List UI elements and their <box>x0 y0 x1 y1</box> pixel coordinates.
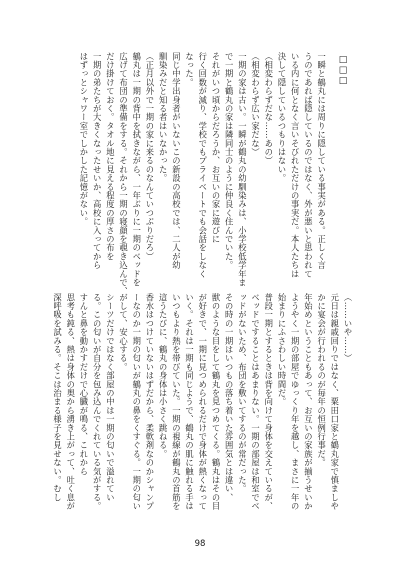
text-line: 一瞬と鶴丸には周りに隠している事実がある。正しく言 <box>316 52 327 270</box>
text-line: シーツだけではなく部屋の中は一期の匂いで溢れてい <box>105 293 116 502</box>
text-line: 深呼吸を試みる。そこは治まる様子を見せない。むし <box>52 293 63 502</box>
text-line: 這うたびに、鶴丸の身体は小さく跳ねる。 <box>158 293 169 459</box>
text-line: で一期と鶴丸の家は隣同士のように仲良く住んでいた。 <box>224 52 235 270</box>
text-line: はずっとシャワー室でしかした記憶がない。 <box>78 52 89 226</box>
text-line: 同じ中学出身者がいないこの新設の高校では、二人が幼 <box>171 52 182 270</box>
text-line: いつもより熱を帯びていた。一期の視線が鶴丸の首筋を <box>171 293 182 511</box>
text-line: ベッドですることはあまりない。一期の部屋は和室でベ <box>250 293 261 511</box>
text-line: 鶴丸は一期の背中を拭きながら、一年ぶりに一期のベッドを <box>131 52 142 287</box>
text-line: 思考も鈍る、熱は身体の奥から湧き上がって、吐く息が <box>65 293 76 511</box>
text-line: 獣のような目をして鶴丸を見つめてくる。鶴丸はその目 <box>210 293 221 511</box>
text-line: だけ掛けておく。タオル地に見える程度の厚さの布を <box>105 52 116 261</box>
text-line: すんと鼻を動かすだけで心臓が鳴る、これから <box>78 293 89 476</box>
text-line: ッドがないため、布団を敷いてするのが常だった。 <box>237 293 248 494</box>
text-line: いる内に何となく言いそびれただけの事実だ。本人たちは <box>290 52 301 279</box>
text-line: 年始めということもあって、お互いの家族が揃うせいか <box>303 293 314 511</box>
text-line: いく。それは一期も同じようで、鶴丸の肌に触れる手は <box>184 293 195 511</box>
text-line: うのであれば隠しているのではなく、外が悪いと思われて <box>303 52 314 279</box>
text-line: それがいつ頃からだろうか、お互いの家に遊びに <box>210 52 221 244</box>
section-heading: □□□ <box>338 55 348 87</box>
text-line: る。この匂いが自分を包み込んでくれている気がする。 <box>92 293 103 511</box>
text-line: （相変わらず広い家だな） <box>250 52 261 157</box>
text-line: その時の一期はいつもの落ち着いた雰囲気とは違い、 <box>224 293 235 502</box>
text-line: 始まりにふさわしい時間だ。 <box>276 293 287 407</box>
text-line: がして、安心する。 <box>118 293 129 372</box>
text-line: かに宴会が行われるのが毎年の恒例行事だ。 <box>316 293 327 467</box>
text-line: ーなのか一期の匂いが鶴丸の鼻をくすぐる。一期の匂い <box>131 293 142 511</box>
text-line <box>341 52 354 282</box>
text-line: （相変わらずだな……あの） <box>263 52 274 166</box>
page-number: 98 <box>194 539 206 549</box>
upper-text-block <box>54 52 354 296</box>
text-line: 決して隠しているつもりはない。 <box>276 52 287 183</box>
text-line: 一期の弟たちが大きくなったせいか、高校に入ってから <box>92 52 103 270</box>
lower-text-block <box>54 293 354 523</box>
text-line: 行く回数が減り、学校でもプライベートでも会話をしなく <box>197 52 208 279</box>
text-line: 普段一期とするときは背を向けて身体を交えているが、 <box>263 293 274 511</box>
text-line: ようやく一期の部屋でゆっくり年を越し、まさに一年の <box>290 293 301 511</box>
text-line: 一期の家は古い。一瞬が鶴丸の幼馴染みは、小学校低学年ま <box>237 52 248 287</box>
text-line: （正月以外で一期の家に来るのなんていつぶりだろ） <box>144 52 155 261</box>
text-line: なった。 <box>184 52 195 87</box>
text-line: 馴染みだと知る者はいなかった。 <box>158 52 169 183</box>
text-line: が好きで、一期に見つめられるだけで身体が熱くなって <box>197 293 208 511</box>
text-line <box>328 52 341 282</box>
text-line: 香水はつけていないはずだから、柔軟剤なのかシャンプ <box>144 293 155 511</box>
text-line: 元日は親戚回りではなく、粟田口家と鶴丸家で慎ましや <box>329 293 340 511</box>
text-line: （……いや……） <box>343 293 353 363</box>
text-line: 広げて布団の準備をする。それから一期の寝顔を覗き込んで、 <box>118 52 129 296</box>
